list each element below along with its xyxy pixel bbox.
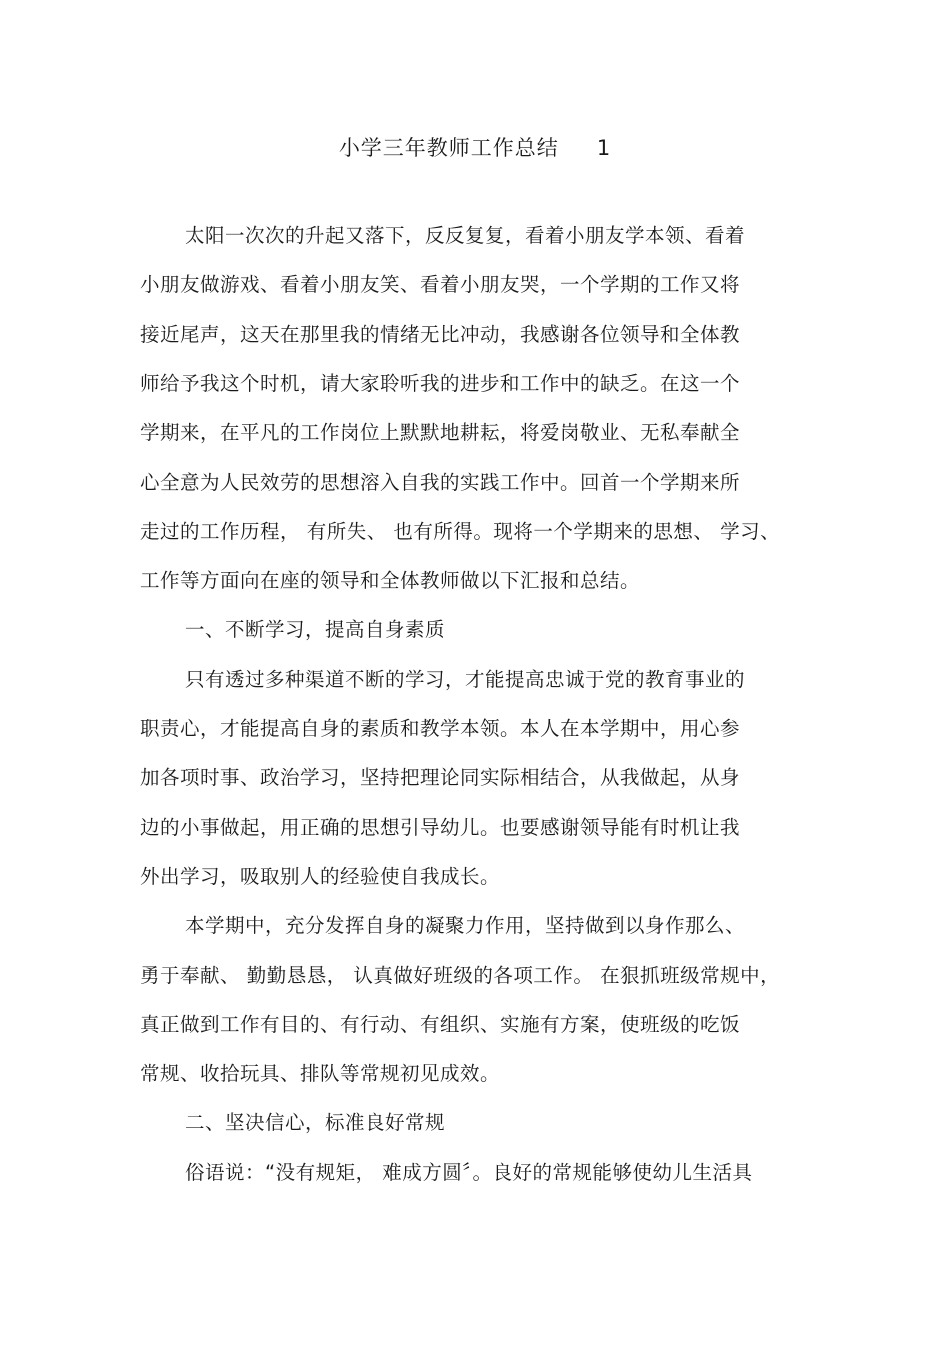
paragraph-line: 心全意为人民效劳的思想溶入自我的实践工作中。回首一个学期来所 [140,471,741,494]
paragraph-line: 加各项时事、政治学习，坚持把理论同实际相结合，从我做起，从身 [140,766,741,789]
paragraph-line: 勇于奉献、 勤勤恳恳， 认真做好班级的各项工作。 在狠抓班级常规中， [140,964,781,987]
document-title [0,131,950,165]
paragraph-line: 二、坚决信心，标准良好常规 [185,1111,446,1134]
paragraph-line: 小朋友做游戏、看着小朋友笑、看着小朋友哭，一个学期的工作又将 [140,273,741,296]
paragraph-line: 太阳一次次的升起又落下，反反复复，看着小朋友学本领、看着 [185,224,746,247]
paragraph-line: 外出学习，吸取别人的经验使自我成长。 [140,865,501,888]
paragraph-line: 接近尾声，这天在那里我的情绪无比冲动，我感谢各位领导和全体教 [140,323,741,346]
paragraph-line: 职责心，才能提高自身的素质和教学本领。本人在本学期中，用心参 [140,717,741,740]
paragraph-line: 工作等方面向在座的领导和全体教师做以下汇报和总结。 [140,569,641,592]
paragraph-line: 边的小事做起，用正确的思想引导幼儿。也要感谢领导能有时机让我 [140,816,741,839]
paragraph-line: 常规、收拾玩具、排队等常规初见成效。 [140,1062,501,1085]
title-number: 1 [596,136,612,160]
paragraph-line: 本学期中，充分发挥自身的凝聚力作用，坚持做到以身作那么、 [185,914,746,937]
paragraph-line: 一、不断学习，提高自身素质 [185,618,446,641]
paragraph-line: 走过的工作历程， 有所失、 也有所得。现将一个学期来的思想、 学习、 [140,520,781,543]
paragraph-line: 师给予我这个时机，请大家聆听我的进步和工作中的缺乏。在这一个 [140,372,741,395]
paragraph-line: 只有透过多种渠道不断的学习，才能提高忠诚于党的教育事业的 [185,668,746,691]
paragraph-line: 俗语说：“没有规矩， 难成方圆〞。良好的常规能够使幼儿生活具 [185,1161,753,1184]
paragraph-line: 学期来，在平凡的工作岗位上默默地耕耘，将爱岗敬业、无私奉献全 [140,421,741,444]
paragraph-line: 真正做到工作有目的、有行动、有组织、实施有方案，使班级的吃饭 [140,1013,741,1036]
title-text: 小学三年教师工作总结 [338,136,559,160]
